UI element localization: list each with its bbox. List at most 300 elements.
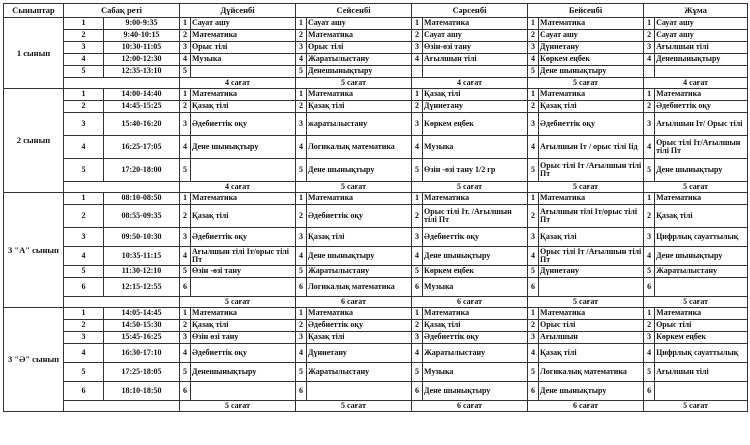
wednesday-subject: Ағылшын тілі — [423, 54, 528, 66]
lesson-time: 12:35-13:10 — [104, 66, 180, 78]
wednesday-lesson-index: 4 — [412, 344, 423, 363]
wednesday-lesson-index: 3 — [412, 113, 423, 136]
schedule-body — [4, 18, 748, 412]
thursday-total-hours: 5 сағат — [528, 182, 644, 193]
lesson-number: 5 — [64, 66, 104, 78]
lesson-number: 5 — [64, 159, 104, 182]
lesson-row — [4, 159, 748, 182]
tuesday-subject: Дене шынықтыру — [307, 159, 412, 182]
totals-row — [4, 78, 748, 89]
friday-subject: Математика — [655, 193, 748, 205]
thursday-subject: Математика — [539, 308, 644, 320]
monday-total-hours: 5 сағат — [180, 401, 296, 412]
lesson-time: 14:00-14:40 — [104, 89, 180, 101]
tuesday-lesson-index: 4 — [296, 54, 307, 66]
lesson-number: 4 — [64, 344, 104, 363]
totals-spacer — [64, 182, 180, 193]
tuesday-total-hours: 5 сағат — [296, 401, 412, 412]
wednesday-subject: Әдебиеттік оқу — [423, 332, 528, 344]
tuesday-lesson-index: 5 — [296, 159, 307, 182]
wednesday-subject: Математика — [423, 18, 528, 30]
wednesday-lesson-index: 1 — [412, 89, 423, 101]
lesson-row — [4, 205, 748, 228]
thursday-subject: Ағылшын тілі Іт/орыс тілі Пт — [539, 205, 644, 228]
friday-subject: Қазақ тілі — [655, 205, 748, 228]
lesson-number: 5 — [64, 363, 104, 382]
friday-total-hours: 4 сағат — [644, 78, 748, 89]
monday-subject: Орыс тілі — [191, 42, 296, 54]
tuesday-lesson-index: 3 — [296, 332, 307, 344]
thursday-subject: Дене шынықтыру — [539, 382, 644, 401]
wednesday-subject: Дене шынықтыру — [423, 247, 528, 266]
friday-subject: Әдебиеттік оқу — [655, 101, 748, 113]
header-thursday: Бейсенбі — [528, 4, 644, 18]
thursday-subject: Дүниетану — [539, 42, 644, 54]
tuesday-subject — [307, 382, 412, 401]
thursday-lesson-index: 3 — [528, 42, 539, 54]
wednesday-lesson-index: 5 — [412, 159, 423, 182]
monday-subject: Сауат ашу — [191, 18, 296, 30]
friday-total-hours: 5 сағат — [644, 182, 748, 193]
lesson-time: 12:00-12:30 — [104, 54, 180, 66]
thursday-lesson-index: 4 — [528, 54, 539, 66]
totals-spacer — [64, 297, 180, 308]
wednesday-subject: Музыка — [423, 278, 528, 297]
tuesday-lesson-index: 2 — [296, 30, 307, 42]
monday-lesson-index: 2 — [180, 205, 191, 228]
class-name: 1 сынып — [4, 18, 64, 89]
wednesday-lesson-index: 5 — [412, 266, 423, 278]
wednesday-total-hours: 6 сағат — [412, 401, 528, 412]
thursday-lesson-index: 2 — [528, 320, 539, 332]
friday-lesson-index: 2 — [644, 101, 655, 113]
lesson-number: 3 — [64, 228, 104, 247]
totals-spacer — [64, 401, 180, 412]
monday-lesson-index: 3 — [180, 113, 191, 136]
wednesday-lesson-index: 1 — [412, 193, 423, 205]
lesson-time: 14:05-14:45 — [104, 308, 180, 320]
thursday-lesson-index: 3 — [528, 228, 539, 247]
friday-subject: Цифрлық сауаттылық — [655, 344, 748, 363]
friday-lesson-index — [644, 66, 655, 78]
tuesday-subject: Логикалық математика — [307, 278, 412, 297]
thursday-subject: Ағылшын — [539, 332, 644, 344]
friday-lesson-index: 3 — [644, 228, 655, 247]
lesson-time: 17:25-18:05 — [104, 363, 180, 382]
lesson-number: 1 — [64, 308, 104, 320]
tuesday-lesson-index: 4 — [296, 247, 307, 266]
thursday-subject: Математика — [539, 89, 644, 101]
monday-lesson-index: 5 — [180, 363, 191, 382]
tuesday-lesson-index: 1 — [296, 193, 307, 205]
wednesday-subject: Музыка — [423, 363, 528, 382]
lesson-number: 6 — [64, 278, 104, 297]
friday-subject: Математика — [655, 308, 748, 320]
tuesday-subject: жаратылыстану — [307, 113, 412, 136]
tuesday-total-hours: 6 сағат — [296, 297, 412, 308]
friday-lesson-index: 3 — [644, 42, 655, 54]
friday-lesson-index: 4 — [644, 136, 655, 159]
lesson-time: 14:45-15:25 — [104, 101, 180, 113]
friday-subject: Сауат ашу — [655, 30, 748, 42]
thursday-total-hours: 5 сағат — [528, 297, 644, 308]
lesson-row — [4, 66, 748, 78]
wednesday-subject: Жаратылыстану — [423, 344, 528, 363]
thursday-lesson-index: 6 — [528, 382, 539, 401]
tuesday-lesson-index: 4 — [296, 136, 307, 159]
tuesday-subject: Математика — [307, 30, 412, 42]
monday-subject: Қазақ тілі — [191, 205, 296, 228]
wednesday-subject: Қазақ тілі — [423, 89, 528, 101]
monday-subject: Дене шынықтыру — [191, 136, 296, 159]
wednesday-lesson-index: 4 — [412, 54, 423, 66]
thursday-subject: Дүниетану — [539, 266, 644, 278]
thursday-subject: Математика — [539, 193, 644, 205]
friday-lesson-index: 2 — [644, 320, 655, 332]
thursday-lesson-index: 3 — [528, 113, 539, 136]
tuesday-total-hours: 5 сағат — [296, 78, 412, 89]
tuesday-lesson-index: 5 — [296, 363, 307, 382]
wednesday-subject: Өзін-өзі тану — [423, 42, 528, 54]
monday-lesson-index: 6 — [180, 382, 191, 401]
thursday-subject: Дене шынықтыру — [539, 66, 644, 78]
thursday-lesson-index: 2 — [528, 30, 539, 42]
thursday-subject — [539, 278, 644, 297]
lesson-row — [4, 320, 748, 332]
tuesday-subject: Дене шынықтыру — [307, 247, 412, 266]
thursday-subject: Сауат ашу — [539, 30, 644, 42]
friday-lesson-index: 6 — [644, 382, 655, 401]
thursday-lesson-index: 1 — [528, 308, 539, 320]
thursday-lesson-index: 5 — [528, 363, 539, 382]
friday-lesson-index: 2 — [644, 205, 655, 228]
lesson-number: 5 — [64, 266, 104, 278]
header-friday: Жұма — [644, 4, 748, 18]
thursday-total-hours: 5 сағат — [528, 78, 644, 89]
friday-subject: Орыс тілі — [655, 320, 748, 332]
monday-subject: Математика — [191, 308, 296, 320]
tuesday-subject: Математика — [307, 308, 412, 320]
header-tuesday: Сейсенбі — [296, 4, 412, 18]
friday-subject: Орыс тілі Іт/Ағылшын тілі Пт — [655, 136, 748, 159]
tuesday-subject: Сауат ашу — [307, 18, 412, 30]
tuesday-lesson-index: 2 — [296, 320, 307, 332]
tuesday-subject: Қазақ тілі — [307, 228, 412, 247]
lesson-row — [4, 30, 748, 42]
monday-lesson-index: 4 — [180, 54, 191, 66]
thursday-lesson-index: 4 — [528, 247, 539, 266]
monday-lesson-index: 2 — [180, 30, 191, 42]
monday-subject: Математика — [191, 30, 296, 42]
monday-subject: Әдебиеттік оқу — [191, 228, 296, 247]
wednesday-lesson-index: 2 — [412, 101, 423, 113]
monday-lesson-index: 1 — [180, 18, 191, 30]
tuesday-lesson-index: 1 — [296, 308, 307, 320]
header-row — [4, 4, 748, 18]
tuesday-subject: Жаратылыстану — [307, 363, 412, 382]
thursday-subject: Қазақ тілі — [539, 228, 644, 247]
monday-lesson-index: 2 — [180, 320, 191, 332]
wednesday-subject: Әдебиеттік оқу — [423, 228, 528, 247]
lesson-time: 18:10-18:50 — [104, 382, 180, 401]
lesson-time: 08:10-08:50 — [104, 193, 180, 205]
friday-lesson-index: 3 — [644, 332, 655, 344]
tuesday-subject: Әдебиеттік оқу — [307, 320, 412, 332]
wednesday-lesson-index: 6 — [412, 278, 423, 297]
thursday-subject: Орыс тілі — [539, 320, 644, 332]
wednesday-subject: Орыс тілі Іт. /Ағылшын тілі Пт — [423, 205, 528, 228]
friday-subject — [655, 382, 748, 401]
wednesday-subject: Математика — [423, 193, 528, 205]
tuesday-subject: Қазақ тілі — [307, 101, 412, 113]
wednesday-lesson-index: 6 — [412, 382, 423, 401]
wednesday-subject: Сауат ашу — [423, 30, 528, 42]
wednesday-lesson-index: 2 — [412, 320, 423, 332]
tuesday-subject: Математика — [307, 89, 412, 101]
wednesday-lesson-index: 2 — [412, 205, 423, 228]
tuesday-subject: Дүниетану — [307, 344, 412, 363]
lesson-time: 17:20-18:00 — [104, 159, 180, 182]
wednesday-lesson-index: 2 — [412, 30, 423, 42]
monday-subject — [191, 278, 296, 297]
totals-spacer — [64, 78, 180, 89]
thursday-subject: Орыс тілі Іт /Ағылшын тілі Пт — [539, 247, 644, 266]
wednesday-subject: Дүниетану — [423, 101, 528, 113]
thursday-lesson-index: 5 — [528, 66, 539, 78]
thursday-lesson-index: 4 — [528, 136, 539, 159]
tuesday-lesson-index: 3 — [296, 113, 307, 136]
thursday-lesson-index: 1 — [528, 193, 539, 205]
totals-row — [4, 182, 748, 193]
lesson-row — [4, 344, 748, 363]
thursday-total-hours: 6 сағат — [528, 401, 644, 412]
thursday-subject: Орыс тілі Іт /Ағылшын тілі Пт — [539, 159, 644, 182]
thursday-lesson-index: 2 — [528, 101, 539, 113]
lesson-row — [4, 228, 748, 247]
totals-row — [4, 297, 748, 308]
tuesday-lesson-index: 1 — [296, 89, 307, 101]
lesson-row — [4, 266, 748, 278]
wednesday-subject: Қазақ тілі — [423, 320, 528, 332]
wednesday-lesson-index: 1 — [412, 18, 423, 30]
monday-lesson-index: 2 — [180, 101, 191, 113]
tuesday-lesson-index: 6 — [296, 382, 307, 401]
lesson-row — [4, 101, 748, 113]
friday-subject — [655, 66, 748, 78]
wednesday-lesson-index: 3 — [412, 42, 423, 54]
lesson-time: 14:50-15:30 — [104, 320, 180, 332]
friday-subject: Дене шынықтыру — [655, 247, 748, 266]
thursday-lesson-index: 5 — [528, 159, 539, 182]
lesson-number: 3 — [64, 113, 104, 136]
friday-subject: Сауат ашу — [655, 18, 748, 30]
monday-lesson-index: 4 — [180, 136, 191, 159]
monday-lesson-index: 5 — [180, 159, 191, 182]
friday-total-hours: 5 сағат — [644, 297, 748, 308]
monday-subject: Музыка — [191, 54, 296, 66]
thursday-subject: Қазақ тілі — [539, 344, 644, 363]
thursday-lesson-index: 5 — [528, 266, 539, 278]
wednesday-lesson-index: 4 — [412, 247, 423, 266]
monday-lesson-index: 3 — [180, 228, 191, 247]
tuesday-lesson-index: 5 — [296, 66, 307, 78]
lesson-number: 2 — [64, 101, 104, 113]
friday-subject: Дене шынықтыру — [655, 159, 748, 182]
monday-lesson-index: 6 — [180, 278, 191, 297]
lesson-number: 3 — [64, 42, 104, 54]
tuesday-subject: Математика — [307, 193, 412, 205]
header-monday: Дүйсенбі — [180, 4, 296, 18]
lesson-row — [4, 113, 748, 136]
thursday-subject: Математика — [539, 18, 644, 30]
wednesday-lesson-index: 3 — [412, 332, 423, 344]
thursday-lesson-index: 2 — [528, 205, 539, 228]
monday-lesson-index: 4 — [180, 247, 191, 266]
lesson-row — [4, 193, 748, 205]
lesson-number: 4 — [64, 136, 104, 159]
thursday-subject: Қазақ тілі — [539, 101, 644, 113]
wednesday-subject: Музыка — [423, 136, 528, 159]
tuesday-lesson-index: 2 — [296, 101, 307, 113]
lesson-time: 9:40-10:15 — [104, 30, 180, 42]
thursday-subject: Логикалық математика — [539, 363, 644, 382]
monday-total-hours: 4 сағат — [180, 78, 296, 89]
tuesday-subject: Жаратылыстану — [307, 266, 412, 278]
lesson-time: 10:35-11:15 — [104, 247, 180, 266]
monday-subject: Әдебиеттік оқу — [191, 344, 296, 363]
friday-lesson-index: 4 — [644, 247, 655, 266]
thursday-lesson-index: 1 — [528, 18, 539, 30]
lesson-number: 4 — [64, 247, 104, 266]
monday-lesson-index: 5 — [180, 266, 191, 278]
class-name: 3 "А" сынып — [4, 193, 64, 308]
lesson-time: 15:40-16:20 — [104, 113, 180, 136]
monday-lesson-index: 1 — [180, 308, 191, 320]
friday-lesson-index: 5 — [644, 363, 655, 382]
monday-subject — [191, 66, 296, 78]
friday-subject — [655, 278, 748, 297]
lesson-time: 16:30-17:10 — [104, 344, 180, 363]
lesson-time: 11:30-12:10 — [104, 266, 180, 278]
tuesday-lesson-index: 2 — [296, 205, 307, 228]
monday-total-hours: 4 сағат — [180, 182, 296, 193]
friday-lesson-index: 1 — [644, 18, 655, 30]
wednesday-lesson-index: 4 — [412, 136, 423, 159]
friday-subject: Ағылшын Іт/ Орыс тілі — [655, 113, 748, 136]
monday-subject: Математика — [191, 89, 296, 101]
thursday-subject: Ағылшын Іт / орыс тілі Іід — [539, 136, 644, 159]
friday-subject: Ағылшын тілі — [655, 363, 748, 382]
tuesday-lesson-index: 3 — [296, 42, 307, 54]
lesson-row — [4, 18, 748, 30]
thursday-subject: Көркем еңбек — [539, 54, 644, 66]
thursday-lesson-index: 6 — [528, 278, 539, 297]
lesson-number: 3 — [64, 332, 104, 344]
monday-subject: Математика — [191, 193, 296, 205]
friday-subject: Цифрлық сауаттылық — [655, 228, 748, 247]
friday-lesson-index: 3 — [644, 113, 655, 136]
lesson-number: 1 — [64, 89, 104, 101]
monday-subject — [191, 382, 296, 401]
friday-total-hours: 5 сағат — [644, 401, 748, 412]
wednesday-subject: Өзін -өзі тану 1/2 гр — [423, 159, 528, 182]
lesson-row — [4, 308, 748, 320]
lesson-time: 10:30-11:05 — [104, 42, 180, 54]
monday-lesson-index: 1 — [180, 89, 191, 101]
lesson-row — [4, 54, 748, 66]
monday-subject: Ағылшын тілі Іт/орыс тілі Пт — [191, 247, 296, 266]
friday-subject: Ағылшын тілі — [655, 42, 748, 54]
lesson-number: 1 — [64, 18, 104, 30]
wednesday-lesson-index: 1 — [412, 308, 423, 320]
monday-total-hours: 5 сағат — [180, 297, 296, 308]
friday-lesson-index: 1 — [644, 308, 655, 320]
friday-lesson-index: 1 — [644, 193, 655, 205]
header-classes: Сыныптар — [4, 4, 64, 18]
lesson-time: 12:15-12:55 — [104, 278, 180, 297]
schedule-table — [3, 3, 748, 412]
tuesday-subject: Орыс тілі — [307, 42, 412, 54]
thursday-lesson-index: 3 — [528, 332, 539, 344]
lesson-row — [4, 42, 748, 54]
tuesday-subject: Әдебиеттік оқу — [307, 205, 412, 228]
wednesday-lesson-index: 3 — [412, 228, 423, 247]
wednesday-lesson-index — [412, 66, 423, 78]
friday-lesson-index: 5 — [644, 266, 655, 278]
thursday-subject: Әдебиеттік оқу — [539, 113, 644, 136]
lesson-row — [4, 89, 748, 101]
lesson-number: 2 — [64, 30, 104, 42]
lesson-number: 2 — [64, 320, 104, 332]
monday-lesson-index: 1 — [180, 193, 191, 205]
friday-lesson-index: 6 — [644, 278, 655, 297]
wednesday-subject: Көркем еңбек — [423, 266, 528, 278]
wednesday-total-hours: 5 сағат — [412, 182, 528, 193]
friday-lesson-index: 2 — [644, 30, 655, 42]
friday-lesson-index: 1 — [644, 89, 655, 101]
friday-lesson-index: 4 — [644, 54, 655, 66]
lesson-row — [4, 332, 748, 344]
monday-lesson-index: 4 — [180, 344, 191, 363]
monday-lesson-index: 3 — [180, 42, 191, 54]
lesson-time: 16:25-17:05 — [104, 136, 180, 159]
thursday-lesson-index: 4 — [528, 344, 539, 363]
wednesday-subject: Математика — [423, 308, 528, 320]
friday-subject: Математика — [655, 89, 748, 101]
monday-lesson-index: 5 — [180, 66, 191, 78]
tuesday-lesson-index: 6 — [296, 278, 307, 297]
lesson-number: 4 — [64, 54, 104, 66]
tuesday-subject: Денешынықтыру — [307, 66, 412, 78]
monday-subject: Денешынықтыру — [191, 363, 296, 382]
wednesday-total-hours: 4 сағат — [412, 78, 528, 89]
lesson-time: 09:50-10:30 — [104, 228, 180, 247]
tuesday-subject: Жаратылыстану — [307, 54, 412, 66]
monday-subject: Өзін өзі тану — [191, 332, 296, 344]
friday-lesson-index: 4 — [644, 344, 655, 363]
header-bells: Сабақ реті — [64, 4, 180, 18]
tuesday-lesson-index: 5 — [296, 266, 307, 278]
friday-subject: Көркем еңбек — [655, 332, 748, 344]
lesson-row — [4, 247, 748, 266]
lesson-row — [4, 136, 748, 159]
tuesday-lesson-index: 4 — [296, 344, 307, 363]
monday-subject: Әдебиеттік оқу — [191, 113, 296, 136]
tuesday-total-hours: 5 сағат — [296, 182, 412, 193]
header-wednesday: Сәрсенбі — [412, 4, 528, 18]
lesson-number: 2 — [64, 205, 104, 228]
tuesday-lesson-index: 3 — [296, 228, 307, 247]
